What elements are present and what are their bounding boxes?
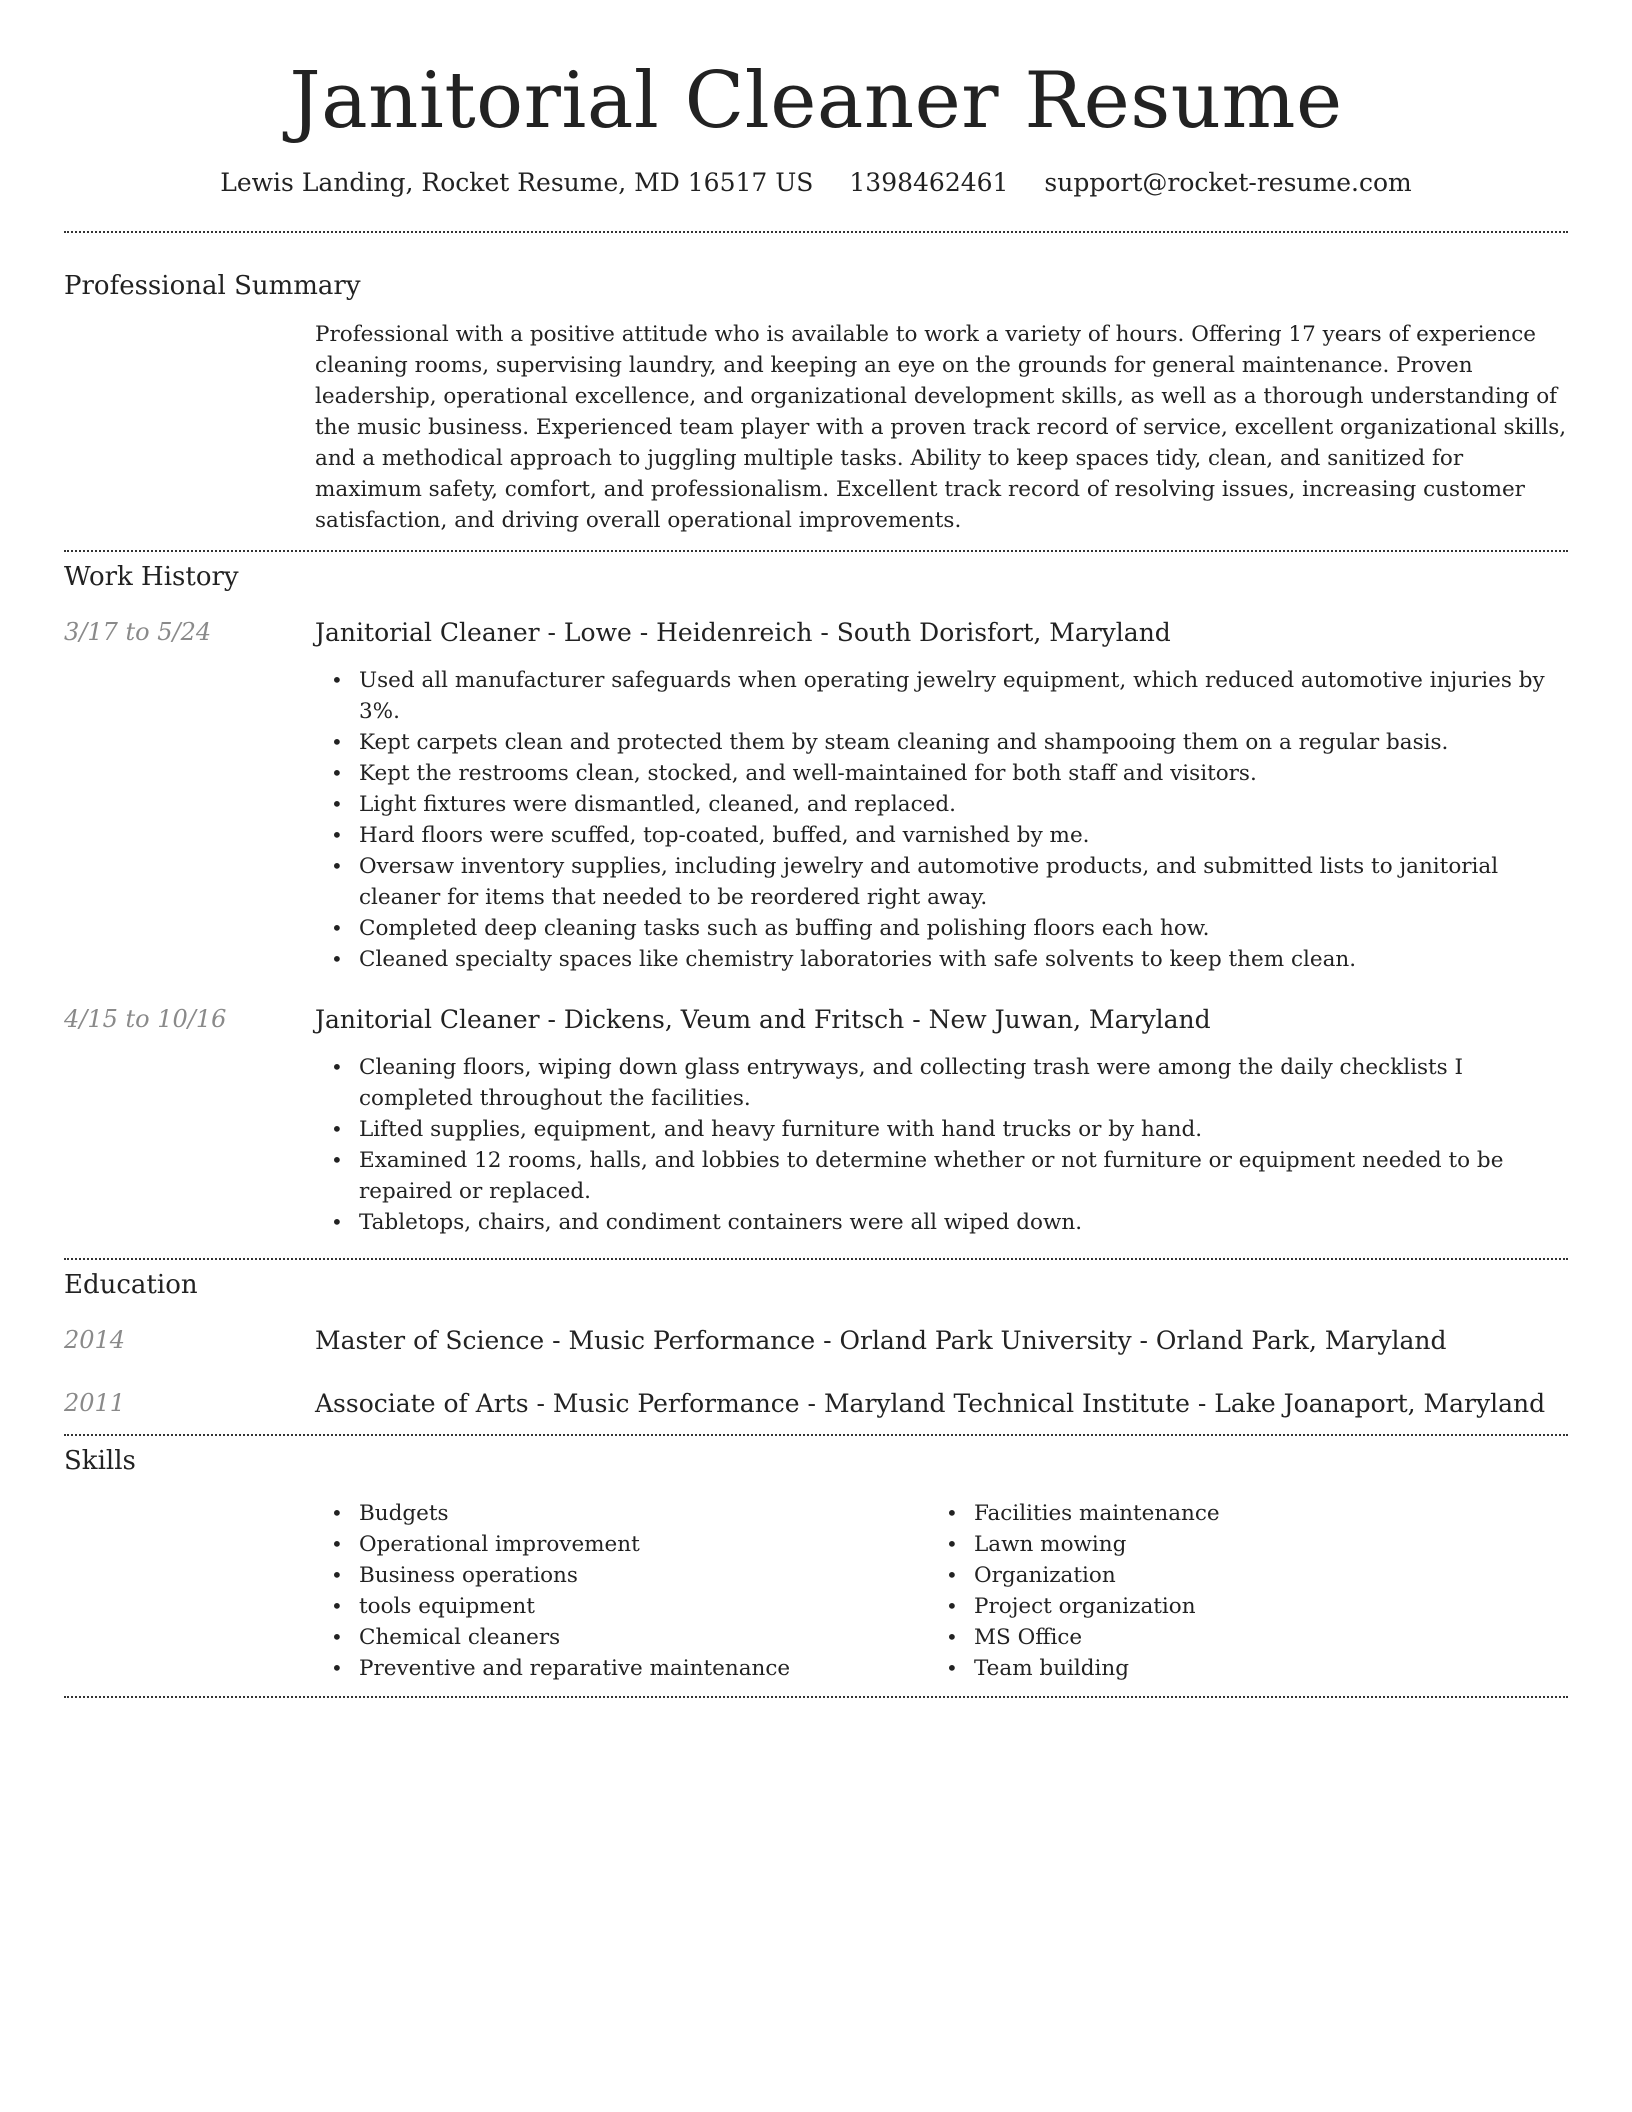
- contact-address: Lewis Landing, Rocket Resume, MD 16517 US: [220, 168, 814, 197]
- list-item: • Cleaned specialty spaces like chemistry laboratories with safe solvents to keep them clean.: [315, 944, 1568, 975]
- skill-item: • tools equipment: [315, 1591, 930, 1622]
- divider: [64, 1258, 1568, 1260]
- skill-item: • Business operations: [315, 1560, 930, 1591]
- skill-item: • Chemical cleaners: [315, 1622, 930, 1653]
- skill-item: • MS Office: [930, 1622, 1545, 1653]
- list-item: • Kept carpets clean and protected them by steam cleaning and shampooing them on a regular basis.: [315, 727, 1568, 758]
- list-item: • Kept the restrooms clean, stocked, and well-maintained for both staff and visitors.: [315, 758, 1568, 789]
- skills-column-right: [930, 1498, 1545, 1684]
- job-title: Janitorial Cleaner - Dickens, Veum and Fritsch - New Juwan, Maryland: [315, 1005, 1211, 1034]
- work-history-section-title: Work History: [64, 562, 239, 592]
- summary-text: Professional with a positive attitude who is available to work a variety of hours. Offering 17 years of experience cleaning rooms, supervising laundry, and keeping an eye on the grounds for general maintenance. Proven leadership, operational excellence, and organizational development skills, as well as a thorough understanding of the music business. Experienced team player with a proven track record of service, excellent organizational skills, and a methodical approach to juggling multiple tasks. Ability to keep spaces tidy, clean, and sanitized for maximum safety, comfort, and professionalism. Excellent track record of resolving issues, increasing customer satisfaction, and driving overall operational improvements.: [315, 322, 1567, 533]
- skill-item: • Preventive and reparative maintenance: [315, 1653, 930, 1684]
- list-item: • Examined 12 rooms, halls, and lobbies to determine whether or not furniture or equipment needed to be repaired or replaced.: [315, 1145, 1568, 1207]
- skill-item: • Budgets: [315, 1498, 930, 1529]
- divider: [64, 1696, 1568, 1698]
- list-item: • Oversaw inventory supplies, including jewelry and automotive products, and submitted lists to janitorial cleaner for items that needed to be reordered right away.: [315, 851, 1568, 913]
- job-entry: [64, 1005, 1568, 1034]
- skill-item: • Facilities maintenance: [930, 1498, 1545, 1529]
- education-entry: [64, 1326, 1568, 1355]
- skill-item: • Team building: [930, 1653, 1545, 1684]
- job-bullets: [315, 665, 1568, 975]
- divider: [64, 231, 1568, 233]
- list-item: • Hard floors were scuffed, top-coated, buffed, and varnished by me.: [315, 820, 1568, 851]
- contact-line: [64, 168, 1568, 197]
- education-entry: [64, 1389, 1568, 1418]
- job-entry: [64, 618, 1568, 647]
- contact-email: support@rocket-resume.com: [1044, 168, 1412, 197]
- skill-item: • Project organization: [930, 1591, 1545, 1622]
- skills-section-title: Skills: [64, 1446, 136, 1476]
- list-item: • Completed deep cleaning tasks such as buffing and polishing floors each how.: [315, 913, 1568, 944]
- education-title: Master of Science - Music Performance - Orland Park University - Orland Park, Maryland: [315, 1326, 1447, 1355]
- job-dates: 4/15 to 10/16: [64, 1005, 227, 1033]
- contact-phone: 1398462461: [849, 168, 1009, 197]
- job-title: Janitorial Cleaner - Lowe - Heidenreich - South Dorisfort, Maryland: [315, 618, 1171, 647]
- skill-item: • Lawn mowing: [930, 1529, 1545, 1560]
- skills-list: [315, 1498, 1568, 1684]
- education-section-title: Education: [64, 1270, 198, 1300]
- job-dates: 3/17 to 5/24: [64, 618, 212, 646]
- summary-section-title: Professional Summary: [64, 271, 361, 301]
- list-item: • Light fixtures were dismantled, cleaned, and replaced.: [315, 789, 1568, 820]
- education-title: Associate of Arts - Music Performance - Maryland Technical Institute - Lake Joanaport, Maryland: [315, 1389, 1546, 1418]
- job-bullets: [315, 1052, 1568, 1238]
- skill-item: • Organization: [930, 1560, 1545, 1591]
- skills-column-left: [315, 1498, 930, 1684]
- list-item: • Used all manufacturer safeguards when operating jewelry equipment, which reduced automotive injuries by 3%.: [315, 665, 1568, 727]
- list-item: • Tabletops, chairs, and condiment containers were all wiped down.: [315, 1207, 1568, 1238]
- skill-item: • Operational improvement: [315, 1529, 930, 1560]
- education-year: 2011: [64, 1389, 126, 1417]
- education-year: 2014: [64, 1326, 126, 1354]
- divider: [64, 1434, 1568, 1436]
- list-item: • Cleaning floors, wiping down glass entryways, and collecting trash were among the daily checklists I completed throughout the facilities.: [315, 1052, 1568, 1114]
- divider: [64, 550, 1568, 552]
- list-item: • Lifted supplies, equipment, and heavy furniture with hand trucks or by hand.: [315, 1114, 1568, 1145]
- resume-title: Janitorial Cleaner Resume: [289, 56, 1343, 146]
